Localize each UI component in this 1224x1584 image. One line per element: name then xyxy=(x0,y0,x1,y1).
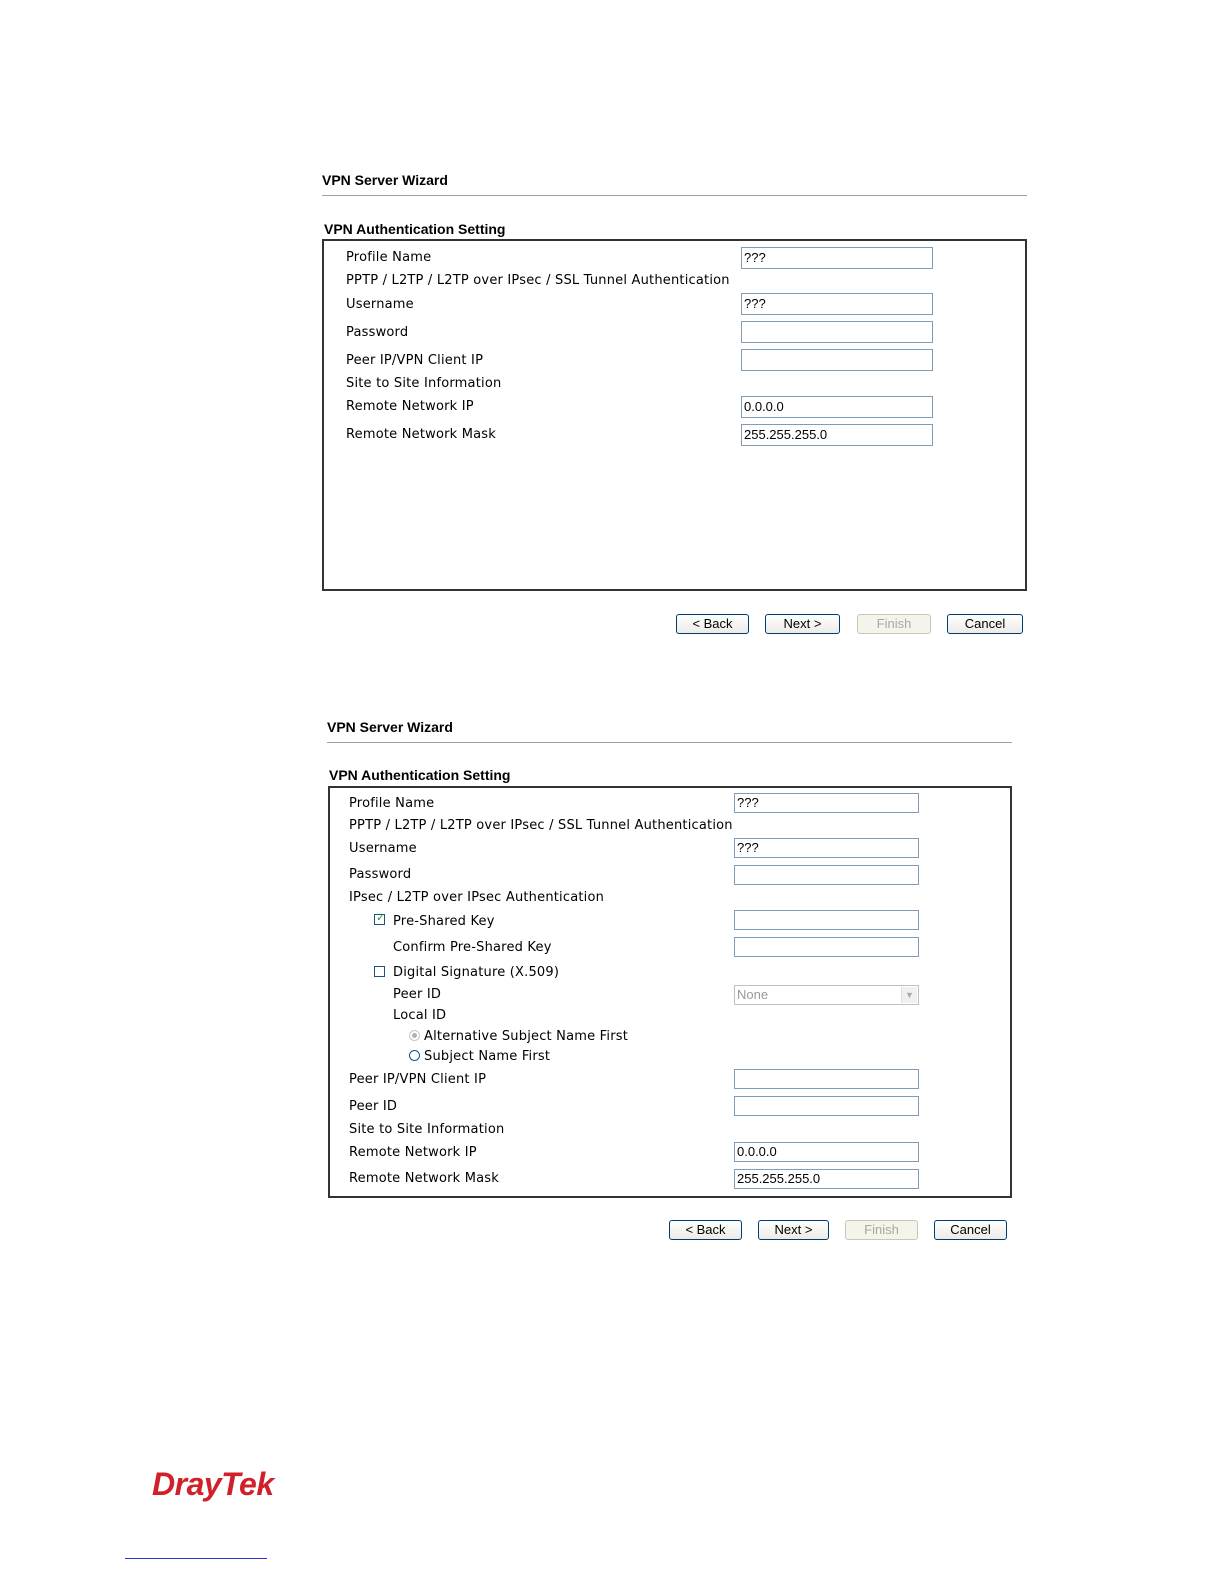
peer-ip-input[interactable] xyxy=(734,1069,919,1089)
pre-shared-key-input[interactable] xyxy=(734,910,919,930)
chevron-down-icon: ▼ xyxy=(901,987,917,1003)
confirm-psk-input[interactable] xyxy=(734,937,919,957)
remote-ip-input[interactable]: 0.0.0.0 xyxy=(734,1142,919,1162)
profile-name-label: Profile Name xyxy=(346,250,432,265)
peer-id-select[interactable] xyxy=(734,985,919,1005)
password-label: Password xyxy=(346,325,409,340)
peer-id-label: Peer ID xyxy=(393,987,442,1002)
radio-dot xyxy=(412,1033,417,1038)
digital-signature-label: Digital Signature (X.509) xyxy=(393,965,560,980)
draytek-logo xyxy=(152,1466,274,1503)
pre-shared-key-checkbox[interactable] xyxy=(374,911,386,925)
peer-ip-label: Peer IP/VPN Client IP xyxy=(346,353,484,368)
remote-mask-input[interactable]: 255.255.255.0 xyxy=(741,424,933,446)
wizard-title: VPN Server Wizard xyxy=(322,172,448,188)
remote-mask-input[interactable]: 255.255.255.0 xyxy=(734,1169,919,1189)
cancel-button[interactable]: Cancel xyxy=(934,1220,1007,1240)
peer-id-2-label: Peer ID xyxy=(349,1099,398,1114)
alt-subject-label: Alternative Subject Name First xyxy=(424,1029,629,1044)
profile-name-label: Profile Name xyxy=(349,796,435,811)
section-title: VPN Authentication Setting xyxy=(329,767,511,783)
remote-mask-label: Remote Network Mask xyxy=(349,1171,499,1186)
section-title: VPN Authentication Setting xyxy=(324,221,506,237)
site-info-label: Site to Site Information xyxy=(346,376,502,391)
confirm-psk-label: Confirm Pre-Shared Key xyxy=(393,940,552,955)
remote-mask-label: Remote Network Mask xyxy=(346,427,496,442)
local-id-label: Local ID xyxy=(393,1008,447,1023)
peer-ip-label: Peer IP/VPN Client IP xyxy=(349,1072,487,1087)
username-label: Username xyxy=(346,297,414,312)
digital-signature-checkbox[interactable] xyxy=(374,966,385,977)
username-input[interactable]: ??? xyxy=(741,293,933,315)
subject-first-label: Subject Name First xyxy=(424,1049,551,1064)
profile-name-input[interactable]: ??? xyxy=(741,247,933,269)
password-input[interactable] xyxy=(734,865,919,885)
remote-ip-label: Remote Network IP xyxy=(346,399,474,414)
tunnel-auth-label: PPTP / L2TP / L2TP over IPsec / SSL Tunnel Authentication xyxy=(346,273,730,288)
checkmark-icon: ✓ xyxy=(376,911,386,924)
remote-ip-input[interactable]: 0.0.0.0 xyxy=(741,396,933,418)
finish-button[interactable]: Finish xyxy=(857,614,931,634)
back-button[interactable]: < Back xyxy=(669,1220,742,1240)
profile-name-input[interactable]: ??? xyxy=(734,793,919,813)
alt-subject-radio[interactable] xyxy=(409,1030,420,1041)
password-label: Password xyxy=(349,867,412,882)
cancel-button[interactable]: Cancel xyxy=(947,614,1023,634)
wizard-title: VPN Server Wizard xyxy=(327,719,453,735)
finish-button[interactable]: Finish xyxy=(845,1220,918,1240)
username-input[interactable]: ??? xyxy=(734,838,919,858)
ipsec-auth-label: IPsec / L2TP over IPsec Authentication xyxy=(349,890,605,905)
back-button[interactable]: < Back xyxy=(676,614,749,634)
title-divider xyxy=(327,742,1012,743)
username-label: Username xyxy=(349,841,417,856)
logo-part-dray: Dray xyxy=(152,1466,222,1502)
next-button[interactable]: Next > xyxy=(765,614,840,634)
peer-id-select-value: None xyxy=(737,987,769,1002)
next-button[interactable]: Next > xyxy=(758,1220,829,1240)
remote-ip-label: Remote Network IP xyxy=(349,1145,477,1160)
logo-part-tek: Tek xyxy=(221,1466,274,1502)
pre-shared-key-label: Pre-Shared Key xyxy=(393,914,495,929)
footer-divider xyxy=(125,1558,267,1559)
tunnel-auth-label: PPTP / L2TP / L2TP over IPsec / SSL Tunnel Authentication xyxy=(349,818,733,833)
subject-first-radio[interactable] xyxy=(409,1050,420,1061)
peer-id-input[interactable] xyxy=(734,1096,919,1116)
site-info-label: Site to Site Information xyxy=(349,1122,505,1137)
